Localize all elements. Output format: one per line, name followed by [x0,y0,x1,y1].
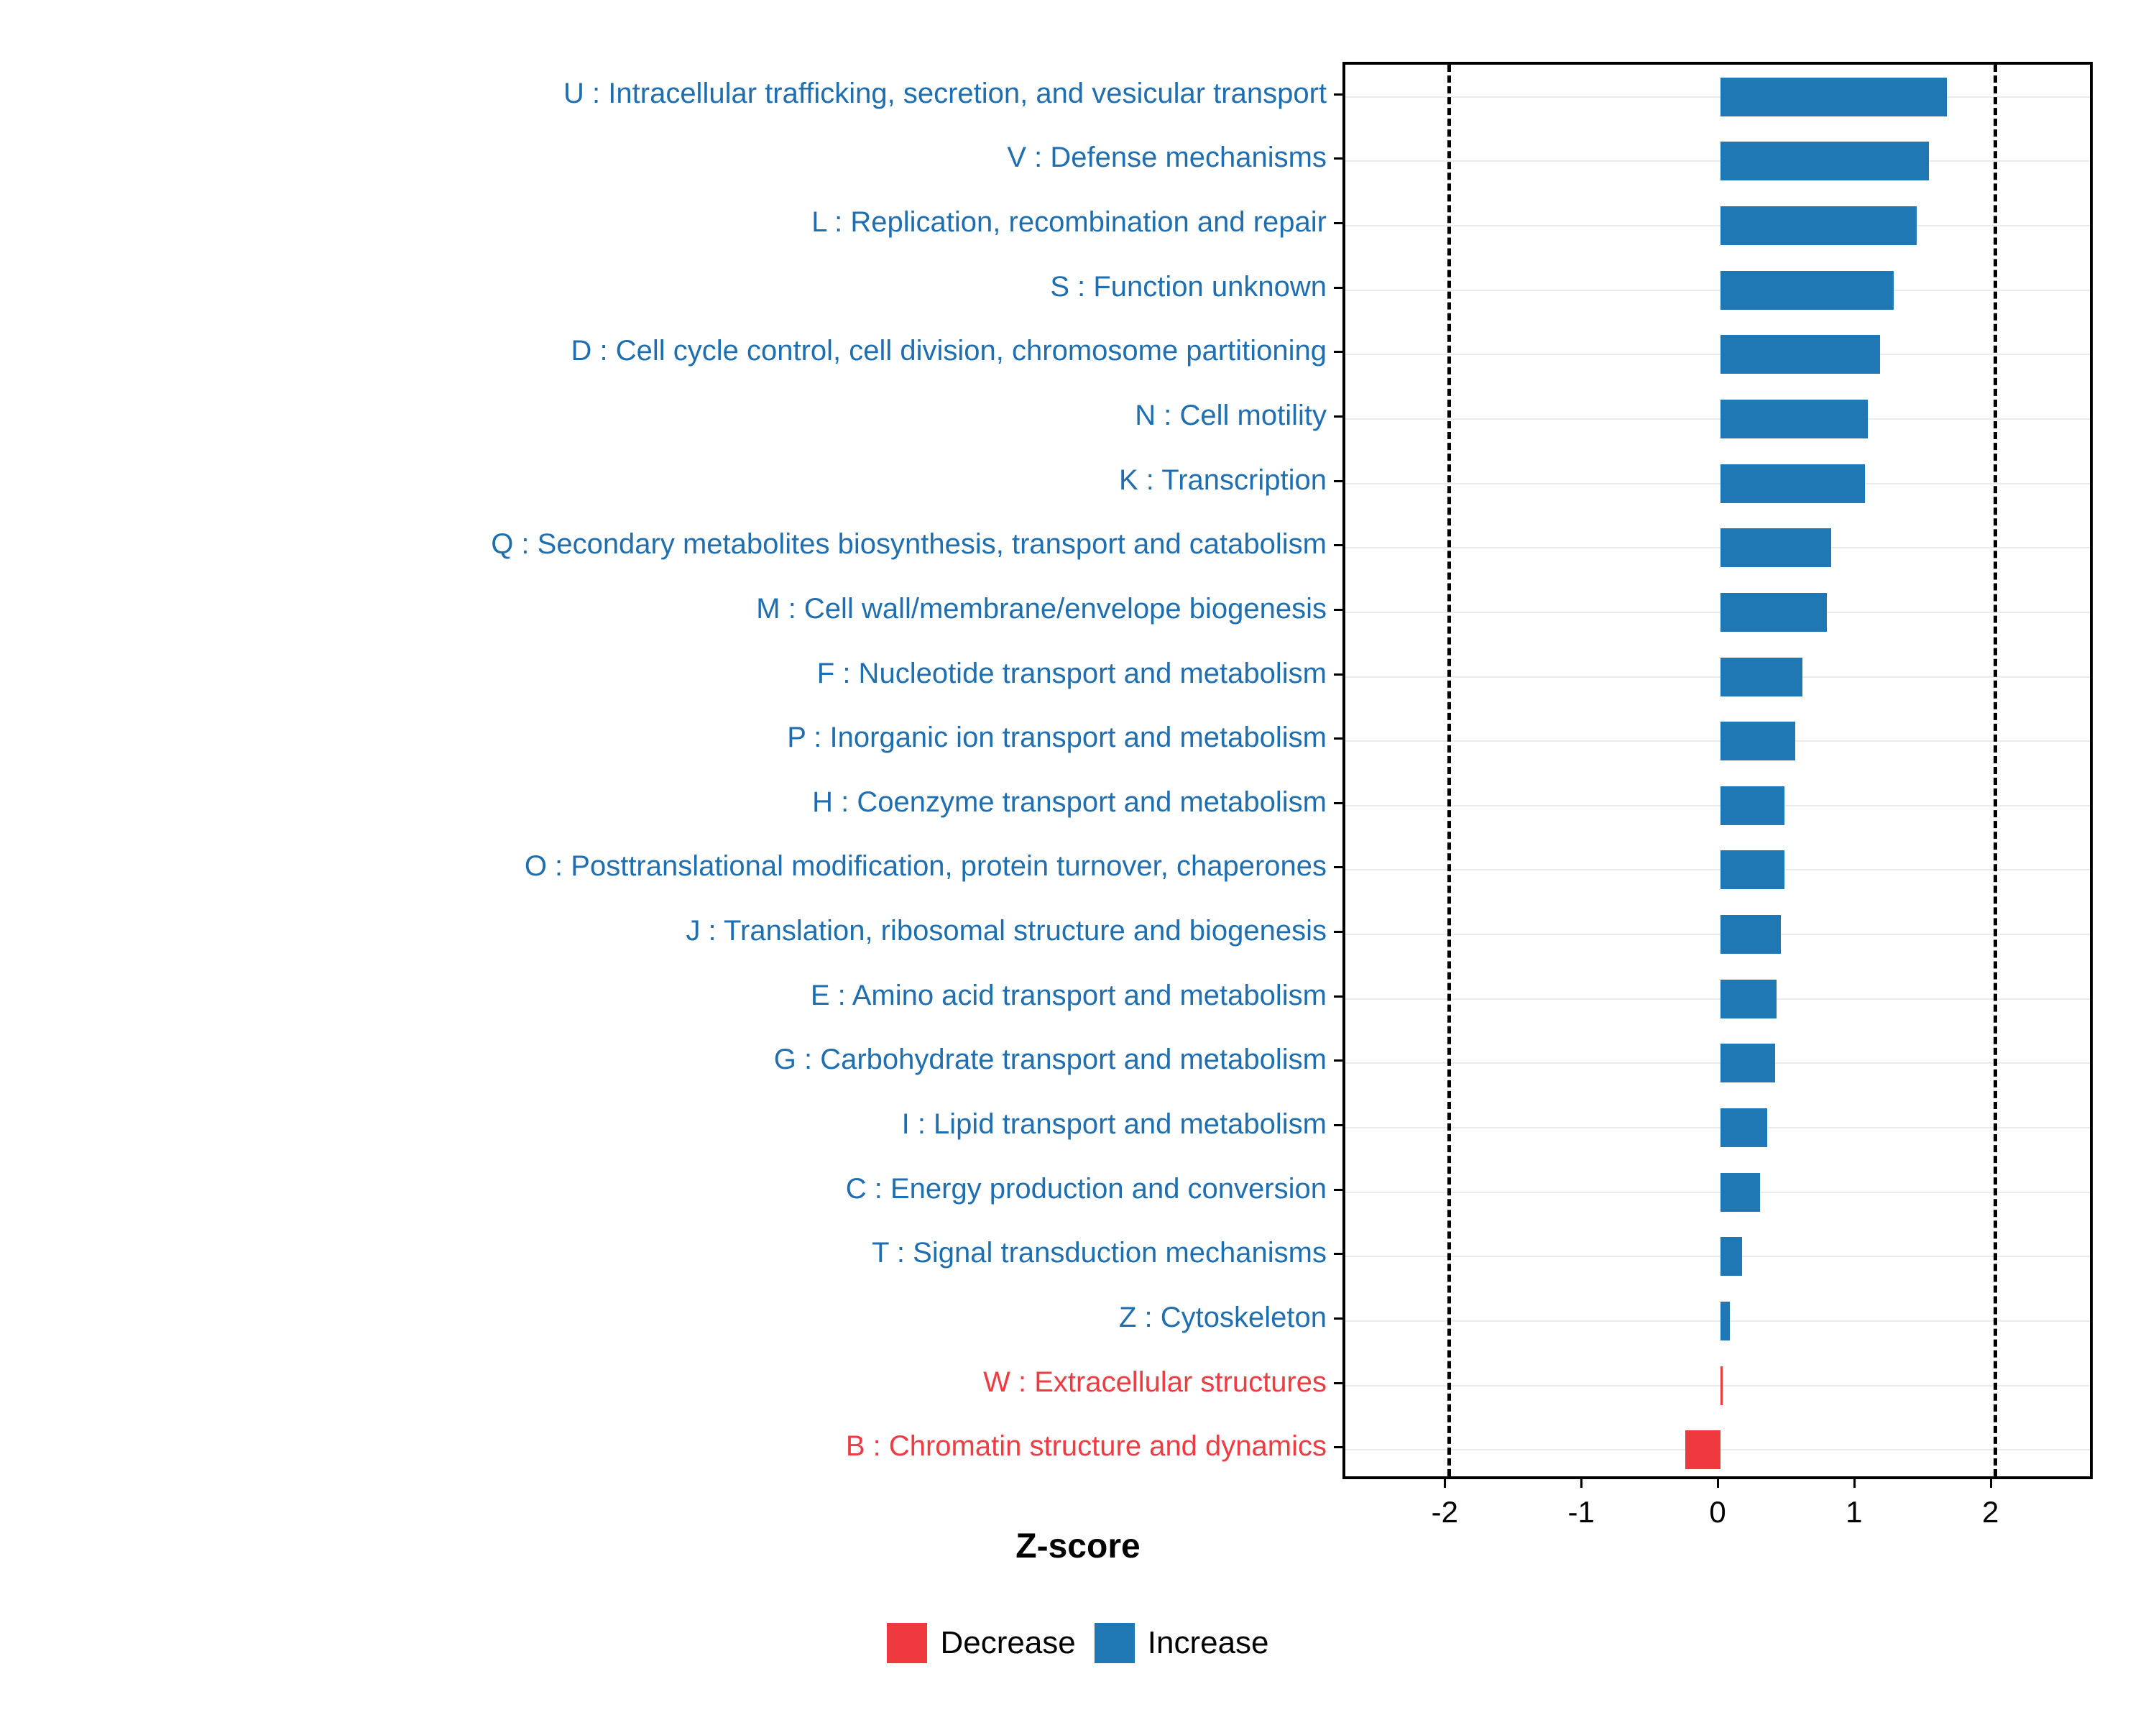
gridline [1345,547,2090,548]
y-axis-tick [1334,287,1342,289]
gridline [1345,1256,2090,1257]
category-label: P : Inorganic ion transport and metabolism [787,722,1327,754]
category-label: Q : Secondary metabolites biosynthesis, transport and catabolism [491,528,1327,561]
x-axis-tick [1853,1479,1856,1488]
legend-swatch-increase [1095,1623,1135,1663]
bar [1720,335,1880,374]
y-axis-tick [1334,93,1342,96]
bar [1720,658,1802,696]
category-label: I : Lipid transport and metabolism [901,1108,1327,1140]
y-axis-tick [1334,1059,1342,1062]
gridline [1345,96,2090,98]
gridline [1345,869,2090,870]
bar [1720,593,1827,632]
gridline [1345,354,2090,355]
x-axis-tick-label: -2 [1431,1495,1459,1529]
x-axis-tick [1717,1479,1719,1488]
bar [1720,786,1784,825]
y-axis-tick [1334,609,1342,611]
category-label: J : Translation, ribosomal structure and biogenesis [686,915,1327,947]
gridline [1345,483,2090,484]
category-label: E : Amino acid transport and metabolism [810,979,1327,1011]
plot-area [1345,65,2090,1476]
y-axis-tick [1334,544,1342,546]
bar [1720,400,1868,438]
bar [1720,1044,1775,1082]
x-axis-tick-label: 0 [1709,1495,1726,1529]
bar [1720,915,1781,954]
category-label: B : Chromatin structure and dynamics [845,1430,1327,1463]
bar [1685,1430,1720,1469]
x-axis-tick [1580,1479,1583,1488]
gridline [1345,418,2090,420]
bar [1720,206,1917,245]
category-label: M : Cell wall/membrane/envelope biogenesis [756,592,1327,625]
gridline [1345,805,2090,806]
legend-label-decrease: Decrease [940,1625,1076,1660]
gridline [1345,934,2090,935]
gridline [1345,1192,2090,1193]
gridline [1345,160,2090,162]
category-label: K : Transcription [1118,464,1327,496]
gridline [1345,1385,2090,1386]
category-label: O : Posttranslational modification, protein turnover, chaperones [524,850,1327,883]
y-axis-tick [1334,480,1342,482]
category-label: N : Cell motility [1135,400,1327,431]
category-label: D : Cell cycle control, cell division, chromosome partitioning [571,335,1327,367]
category-label: C : Energy production and conversion [845,1172,1327,1205]
y-axis-tick [1334,1317,1342,1320]
y-axis-tick [1334,995,1342,998]
category-label: T : Signal transduction mechanisms [872,1237,1327,1269]
plot-panel [1342,62,2093,1479]
y-axis-tick [1334,1253,1342,1255]
y-axis-tick [1334,866,1342,868]
legend-item-increase[interactable] [1095,1623,1269,1663]
bar [1720,1237,1742,1276]
bar [1720,980,1777,1018]
category-label: G : Carbohydrate transport and metabolism [773,1044,1327,1076]
gridline [1345,740,2090,742]
category-label: H : Coenzyme transport and metabolism [812,786,1327,818]
x-axis-tick-label: -1 [1567,1495,1595,1529]
x-axis-tick-label: 1 [1846,1495,1863,1529]
bar [1720,722,1795,760]
y-axis-tick [1334,931,1342,933]
bar [1720,850,1784,889]
y-axis-tick [1334,1382,1342,1384]
category-label: W : Extracellular structures [983,1366,1327,1398]
y-axis-tick [1334,1446,1342,1448]
bar [1720,464,1865,503]
gridline [1345,676,2090,678]
category-label: V : Defense mechanisms [1007,142,1327,174]
y-axis-tick [1334,222,1342,224]
x-axis-tick [1990,1479,1992,1488]
y-axis-tick [1334,737,1342,740]
gridline [1345,1062,2090,1064]
y-axis-tick [1334,802,1342,804]
legend-label-increase: Increase [1147,1625,1269,1660]
bar [1720,78,1947,116]
bar [1720,1366,1723,1405]
gridline [1345,998,2090,1000]
y-axis-tick [1334,673,1342,676]
y-axis-tick [1334,157,1342,160]
bar [1720,1302,1730,1340]
bar [1720,142,1929,180]
threshold-line [1447,65,1451,1476]
category-label: S : Function unknown [1050,270,1327,303]
gridline [1345,612,2090,613]
category-label: F : Nucleotide transport and metabolism [816,657,1327,689]
x-axis-tick-label: 2 [1981,1495,1999,1529]
legend [0,1623,2156,1663]
y-axis-tick [1334,351,1342,353]
threshold-line [1994,65,1997,1476]
category-label: U : Intracellular trafficking, secretion, and vesicular transport [563,77,1327,109]
gridline [1345,1320,2090,1322]
bar [1720,271,1894,310]
x-axis-title: Z-score [1015,1527,1141,1565]
category-label: L : Replication, recombination and repair [811,206,1327,239]
y-axis-tick [1334,415,1342,418]
bar [1720,1108,1767,1147]
legend-item-decrease[interactable] [887,1623,1075,1663]
gridline [1345,290,2090,291]
bar [1720,1173,1760,1212]
gridline [1345,225,2090,226]
y-axis-tick [1334,1124,1342,1126]
gridline [1345,1127,2090,1128]
legend-swatch-decrease [887,1623,927,1663]
y-axis-tick [1334,1189,1342,1191]
x-axis-tick [1444,1479,1446,1488]
bar [1720,528,1831,567]
category-label: Z : Cytoskeleton [1118,1301,1327,1333]
